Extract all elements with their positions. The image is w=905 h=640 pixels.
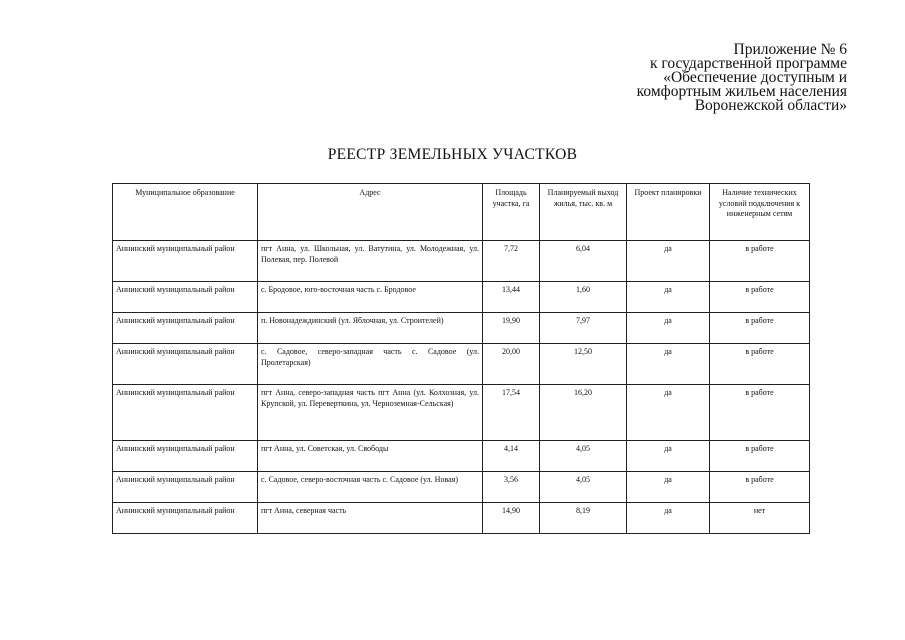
land-plots-table	[112, 183, 810, 534]
cell-project: да	[627, 503, 710, 534]
cell-area: 3,56	[483, 472, 540, 503]
cell-project: да	[627, 344, 710, 385]
table-row	[113, 385, 810, 441]
appendix-header-line: к государственной программе	[649, 55, 847, 72]
cell-area: 4,14	[483, 441, 540, 472]
cell-project: да	[627, 313, 710, 344]
cell-conditions: в работе	[710, 441, 810, 472]
cell-address: с. Садовое, северо-восточная часть с. Садовое (ул. Новая)	[258, 472, 483, 503]
appendix-header-line: «Обеспечение доступным и	[663, 69, 847, 86]
cell-municipality: Аннинский муниципальный район	[113, 441, 258, 472]
cell-project: да	[627, 385, 710, 441]
document-title: РЕЕСТР ЗЕМЕЛЬНЫХ УЧАСТКОВ	[327, 146, 578, 163]
appendix-header	[637, 43, 847, 113]
appendix-header-line: Воронежской области»	[694, 97, 847, 114]
cell-address: с. Садовое, северо-западная часть с. Садовое (ул. Пролетарская)	[258, 344, 483, 385]
cell-address: пгт Анна, северная часть	[258, 503, 483, 534]
cell-address: с. Бродовое, юго-восточная часть с. Бродовое	[258, 282, 483, 313]
column-header-area: Площадь участка, га	[483, 184, 540, 241]
cell-municipality: Аннинский муниципальный район	[113, 344, 258, 385]
cell-area: 19,90	[483, 313, 540, 344]
appendix-header-line: комфортным жильем населения	[636, 83, 847, 100]
cell-conditions: в работе	[710, 282, 810, 313]
cell-conditions: в работе	[710, 241, 810, 282]
cell-project: да	[627, 241, 710, 282]
table-body	[113, 241, 810, 534]
cell-housing: 12,50	[540, 344, 627, 385]
cell-housing: 1,60	[540, 282, 627, 313]
table-row	[113, 241, 810, 282]
table-header-row	[113, 184, 810, 241]
cell-address: пгт Анна, ул. Советская, ул. Свободы	[258, 441, 483, 472]
cell-project: да	[627, 441, 710, 472]
cell-housing: 6,04	[540, 241, 627, 282]
cell-area: 7,72	[483, 241, 540, 282]
table-row	[113, 282, 810, 313]
cell-conditions: в работе	[710, 313, 810, 344]
cell-municipality: Аннинский муниципальный район	[113, 282, 258, 313]
column-header-address: Адрес	[258, 184, 483, 241]
cell-area: 13,44	[483, 282, 540, 313]
cell-housing: 16,20	[540, 385, 627, 441]
cell-municipality: Аннинский муниципальный район	[113, 385, 258, 441]
cell-conditions: в работе	[710, 472, 810, 503]
table-row	[113, 503, 810, 534]
cell-area: 17,54	[483, 385, 540, 441]
cell-project: да	[627, 472, 710, 503]
cell-conditions: в работе	[710, 344, 810, 385]
table-row	[113, 344, 810, 385]
table-row	[113, 472, 810, 503]
cell-housing: 7,97	[540, 313, 627, 344]
cell-housing: 8,19	[540, 503, 627, 534]
cell-area: 14,90	[483, 503, 540, 534]
cell-housing: 4,05	[540, 441, 627, 472]
cell-area: 20,00	[483, 344, 540, 385]
cell-project: да	[627, 282, 710, 313]
cell-housing: 4,05	[540, 472, 627, 503]
cell-address: пгт Анна, ул. Школьная, ул. Ватутина, ул. Молодежная, ул. Полевая, пер. Полевой	[258, 241, 483, 282]
cell-conditions: в работе	[710, 385, 810, 441]
appendix-header-line: Приложение № 6	[733, 41, 847, 58]
cell-address: п. Новонадеждинский (ул. Яблочная, ул. Строителей)	[258, 313, 483, 344]
cell-municipality: Аннинский муниципальный район	[113, 472, 258, 503]
table-row	[113, 441, 810, 472]
column-header-conditions: Наличие технических условий подключения к инженерным сетям	[710, 184, 810, 241]
column-header-municipality: Муниципальное образование	[113, 184, 258, 241]
column-header-project: Проект планировки	[627, 184, 710, 241]
column-header-housing: Планируемый выход жилья, тыс. кв. м	[540, 184, 627, 241]
cell-municipality: Аннинский муниципальный район	[113, 241, 258, 282]
table-row	[113, 313, 810, 344]
cell-address: пгт Анна, северо-западная часть пгт Анна (ул. Колхозная, ул. Крупской, ул. Переверткина, ул. Черноземная-Сельская)	[258, 385, 483, 441]
cell-conditions: нет	[710, 503, 810, 534]
cell-municipality: Аннинский муниципальный район	[113, 503, 258, 534]
cell-municipality: Аннинский муниципальный район	[113, 313, 258, 344]
